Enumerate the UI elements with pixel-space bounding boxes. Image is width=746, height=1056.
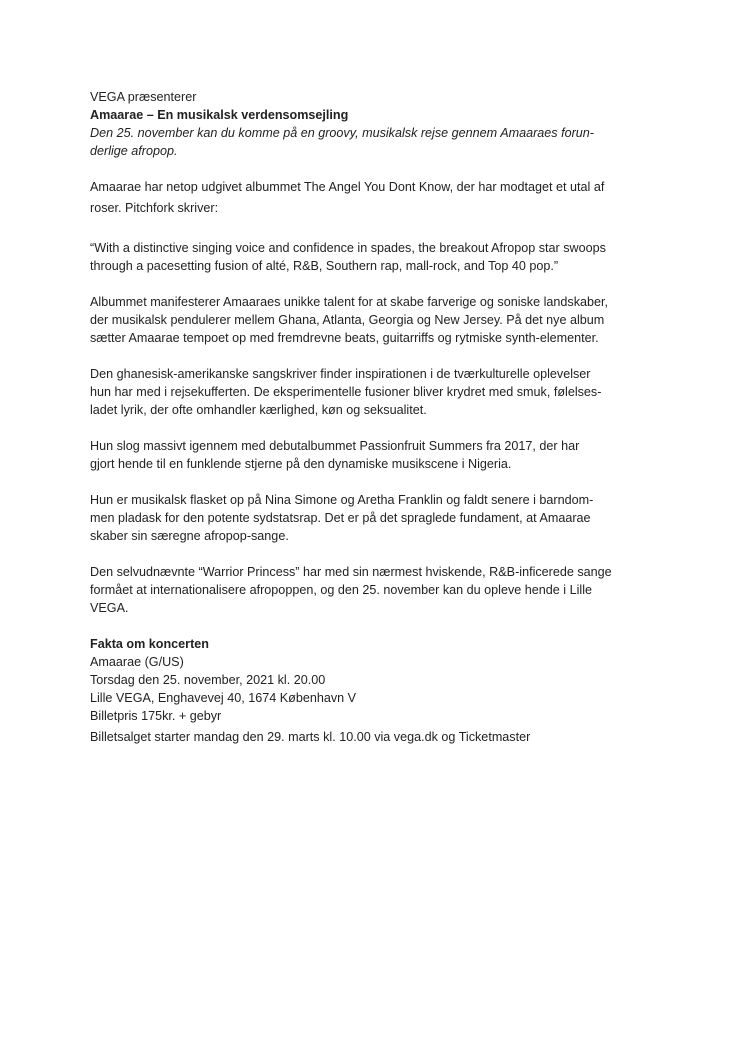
paragraph-line: ladet lyrik, der ofte omhandler kærlighed, køn og seksualitet. [90, 403, 427, 417]
press-release [90, 88, 670, 746]
paragraph-influences [90, 491, 670, 545]
paragraph-line: Den ghanesisk-amerikanske sangskriver finder inspirationen i de tværkulturelle oplevelser [90, 367, 591, 381]
facts-venue: Lille VEGA, Enghavevej 40, 1674 København V [90, 691, 357, 705]
presenter-line: VEGA præsenterer [90, 90, 197, 104]
pitchfork-quote [90, 239, 670, 275]
paragraph-debut [90, 437, 670, 473]
facts-price: Billetpris 175kr. + gebyr [90, 709, 222, 723]
quote-line: “With a distinctive singing voice and confidence in spades, the breakout Afropop star swoops [90, 241, 606, 255]
facts-date: Torsdag den 25. november, 2021 kl. 20.00 [90, 673, 326, 687]
paragraph-line: skaber sin særegne afropop-sange. [90, 529, 289, 543]
intro-line: Amaarae har netop udgivet albummet The Angel You Dont Know, der har modtaget et utal af [90, 180, 605, 194]
quote-line: through a pacesetting fusion of alté, R&B, Southern rap, mall-rock, and Top 40 pop.” [90, 259, 559, 273]
facts-heading: Fakta om koncerten [90, 637, 209, 651]
paragraph-line: VEGA. [90, 601, 129, 615]
paragraph-line: der musikalsk pendulerer mellem Ghana, Atlanta, Georgia og New Jersey. På det nye album [90, 313, 605, 327]
paragraph-warrior-princess [90, 563, 670, 617]
paragraph-line: Albummet manifesterer Amaaraes unikke talent for at skabe farverige og soniske landskaber, [90, 295, 609, 309]
headline: Amaarae – En musikalsk verdensomsejling [90, 108, 349, 122]
paragraph-line: Hun er musikalsk flasket op på Nina Simone og Aretha Franklin og faldt senere i barndom- [90, 493, 594, 507]
facts-ticket-sale: Billetsalget starter mandag den 29. marts kl. 10.00 via vega.dk og Ticketmaster [90, 730, 531, 744]
paragraph-inspiration [90, 365, 670, 419]
paragraph-line: Den selvudnævnte “Warrior Princess” har med sin nærmest hviskende, R&B-inficerede sange [90, 565, 612, 579]
subtitle-line: derlige afropop. [90, 144, 178, 158]
intro-paragraph [90, 178, 670, 217]
paragraph-line: gjort hende til en funklende stjerne på den dynamiske musikscene i Nigeria. [90, 457, 512, 471]
paragraph-album [90, 293, 670, 347]
subtitle-line: Den 25. november kan du komme på en groovy, musikalsk rejse gennem Amaaraes forun- [90, 126, 594, 140]
paragraph-line: Hun slog massivt igennem med debutalbummet Passionfruit Summers fra 2017, der har [90, 439, 580, 453]
paragraph-line: men pladask for den potente sydstatsrap. Det er på det spraglede fundament, at Amaarae [90, 511, 591, 525]
intro-line: roser. Pitchfork skriver: [90, 201, 219, 215]
paragraph-line: hun har med i rejsekufferten. De eksperimentelle fusioner bliver krydret med smuk, følelses- [90, 385, 602, 399]
paragraph-line: sætter Amaarae tempoet op med fremdrevne beats, guitarriffs og rytmiske synth-elementer. [90, 331, 599, 345]
facts-artist: Amaarae (G/US) [90, 655, 184, 669]
paragraph-line: formået at internationalisere afropoppen, og den 25. november kan du opleve hende i Lille [90, 583, 592, 597]
subtitle [90, 124, 670, 160]
